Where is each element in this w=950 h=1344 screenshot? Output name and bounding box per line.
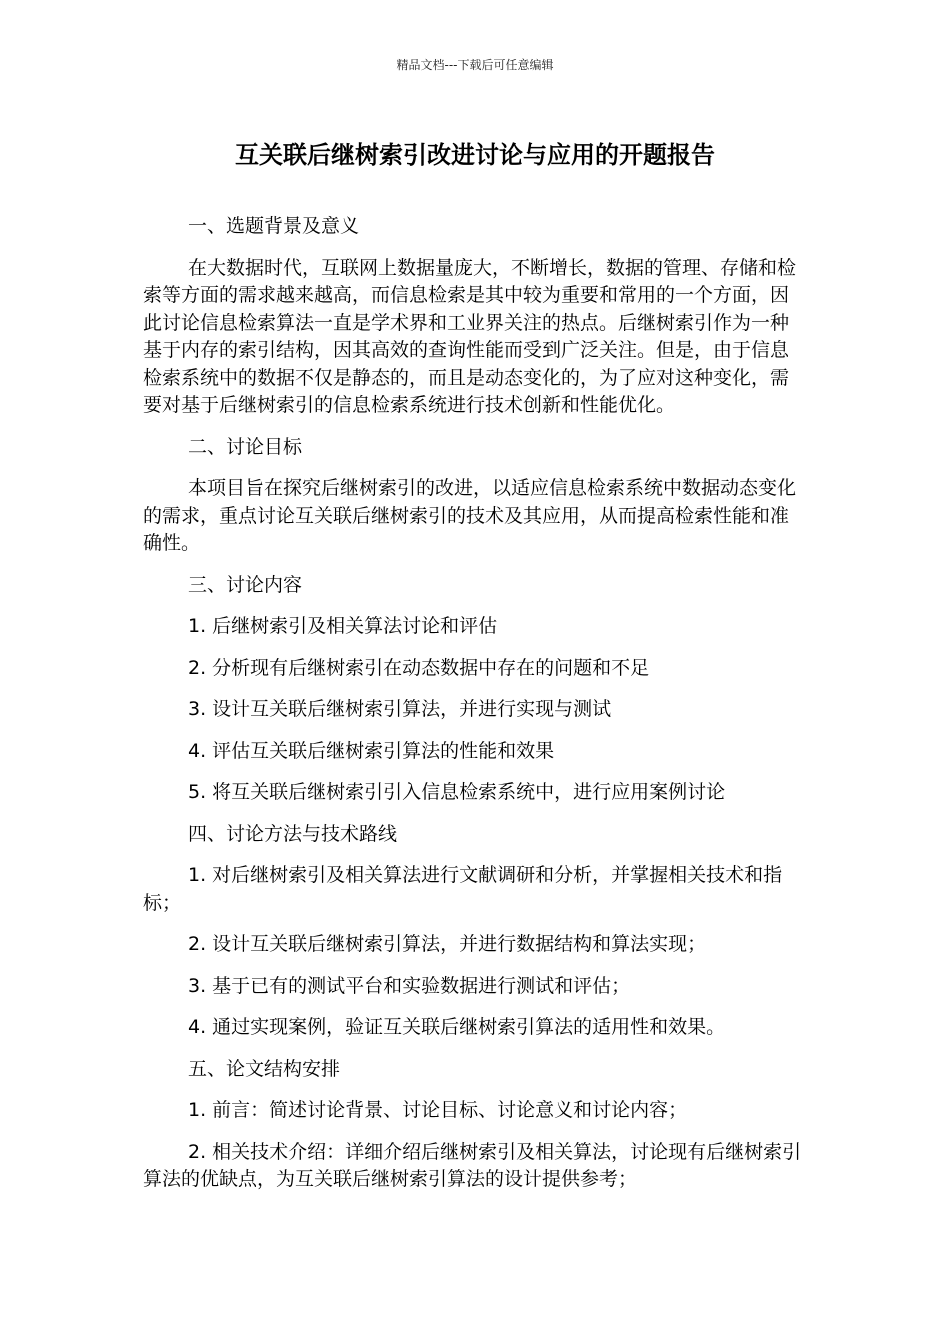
list-item-content-1: 1. 后继树索引及相关算法讨论和评估 xyxy=(188,615,498,637)
list-item-structure-1: 1. 前言：简述讨论背景、讨论目标、讨论意义和讨论内容； xyxy=(188,1099,688,1121)
list-item-content-4: 4. 评估互关联后继树索引算法的性能和效果 xyxy=(188,739,555,762)
section-heading-structure: 五、论文结构安排 xyxy=(188,1057,341,1080)
list-item-content-5: 5. 将互关联后继树索引引入信息检索系统中，进行应用案例讨论 xyxy=(188,781,726,803)
section-heading-methods: 四、讨论方法与技术路线 xyxy=(188,822,398,845)
section-heading-background: 一、选题背景及意义 xyxy=(188,215,360,237)
document-body xyxy=(143,213,803,1208)
list-item-content-2: 2. 分析现有后继树索引在动态数据中存在的问题和不足 xyxy=(188,656,650,679)
list-item-structure-2: 2. 相关技术介绍：详细介绍后继树索引及相关算法，讨论现有后继树索引算法的优缺点，为互关联后继树索引算法的设计提供参考； xyxy=(143,1140,802,1190)
list-item-method-2: 2. 设计互关联后继树索引算法，并进行数据结构和算法实现； xyxy=(188,933,707,955)
list-item-method-1: 1. 对后继树索引及相关算法进行文献调研和分析，并掌握相关技术和指标； xyxy=(143,864,783,914)
list-item-method-4: 4. 通过实现案例，验证互关联后继树索引算法的适用性和效果。 xyxy=(188,1016,726,1038)
document-title: 互关联后继树索引改进讨论与应用的开题报告 xyxy=(235,141,715,169)
list-item-content-3: 3. 设计互关联后继树索引算法，并进行实现与测试 xyxy=(188,698,612,720)
list-item-method-3: 3. 基于已有的测试平台和实验数据进行测试和评估； xyxy=(188,974,631,997)
paragraph-goals: 本项目旨在探究后继树索引的改进，以适应信息检索系统中数据动态变化的需求，重点讨论互关联后继树索引的技术及其应用，从而提高检索性能和准确性。 xyxy=(143,477,797,554)
page-header-note: 精品文档---下载后可任意编辑 xyxy=(396,58,554,72)
section-heading-content: 三、讨论内容 xyxy=(188,573,303,596)
paragraph-background: 在大数据时代，互联网上数据量庞大，不断增长，数据的管理、存储和检索等方面的需求越来越高，而信息检索是其中较为重要和常用的一个方面，因此讨论信息检索算法一直是学术界和工业界关注的热点。后继树索引作为一种基于内存的索引结构，因其高效的查询性能而受到广泛关注。但是，由于信息检索系统中的数据不仅是静态的，而且是动态变化的，为了应对这种变化，需要对基于后继树索引的信息检索系统进行技术创新和性能优化。 xyxy=(143,256,797,416)
section-heading-goals: 二、讨论目标 xyxy=(188,435,303,458)
